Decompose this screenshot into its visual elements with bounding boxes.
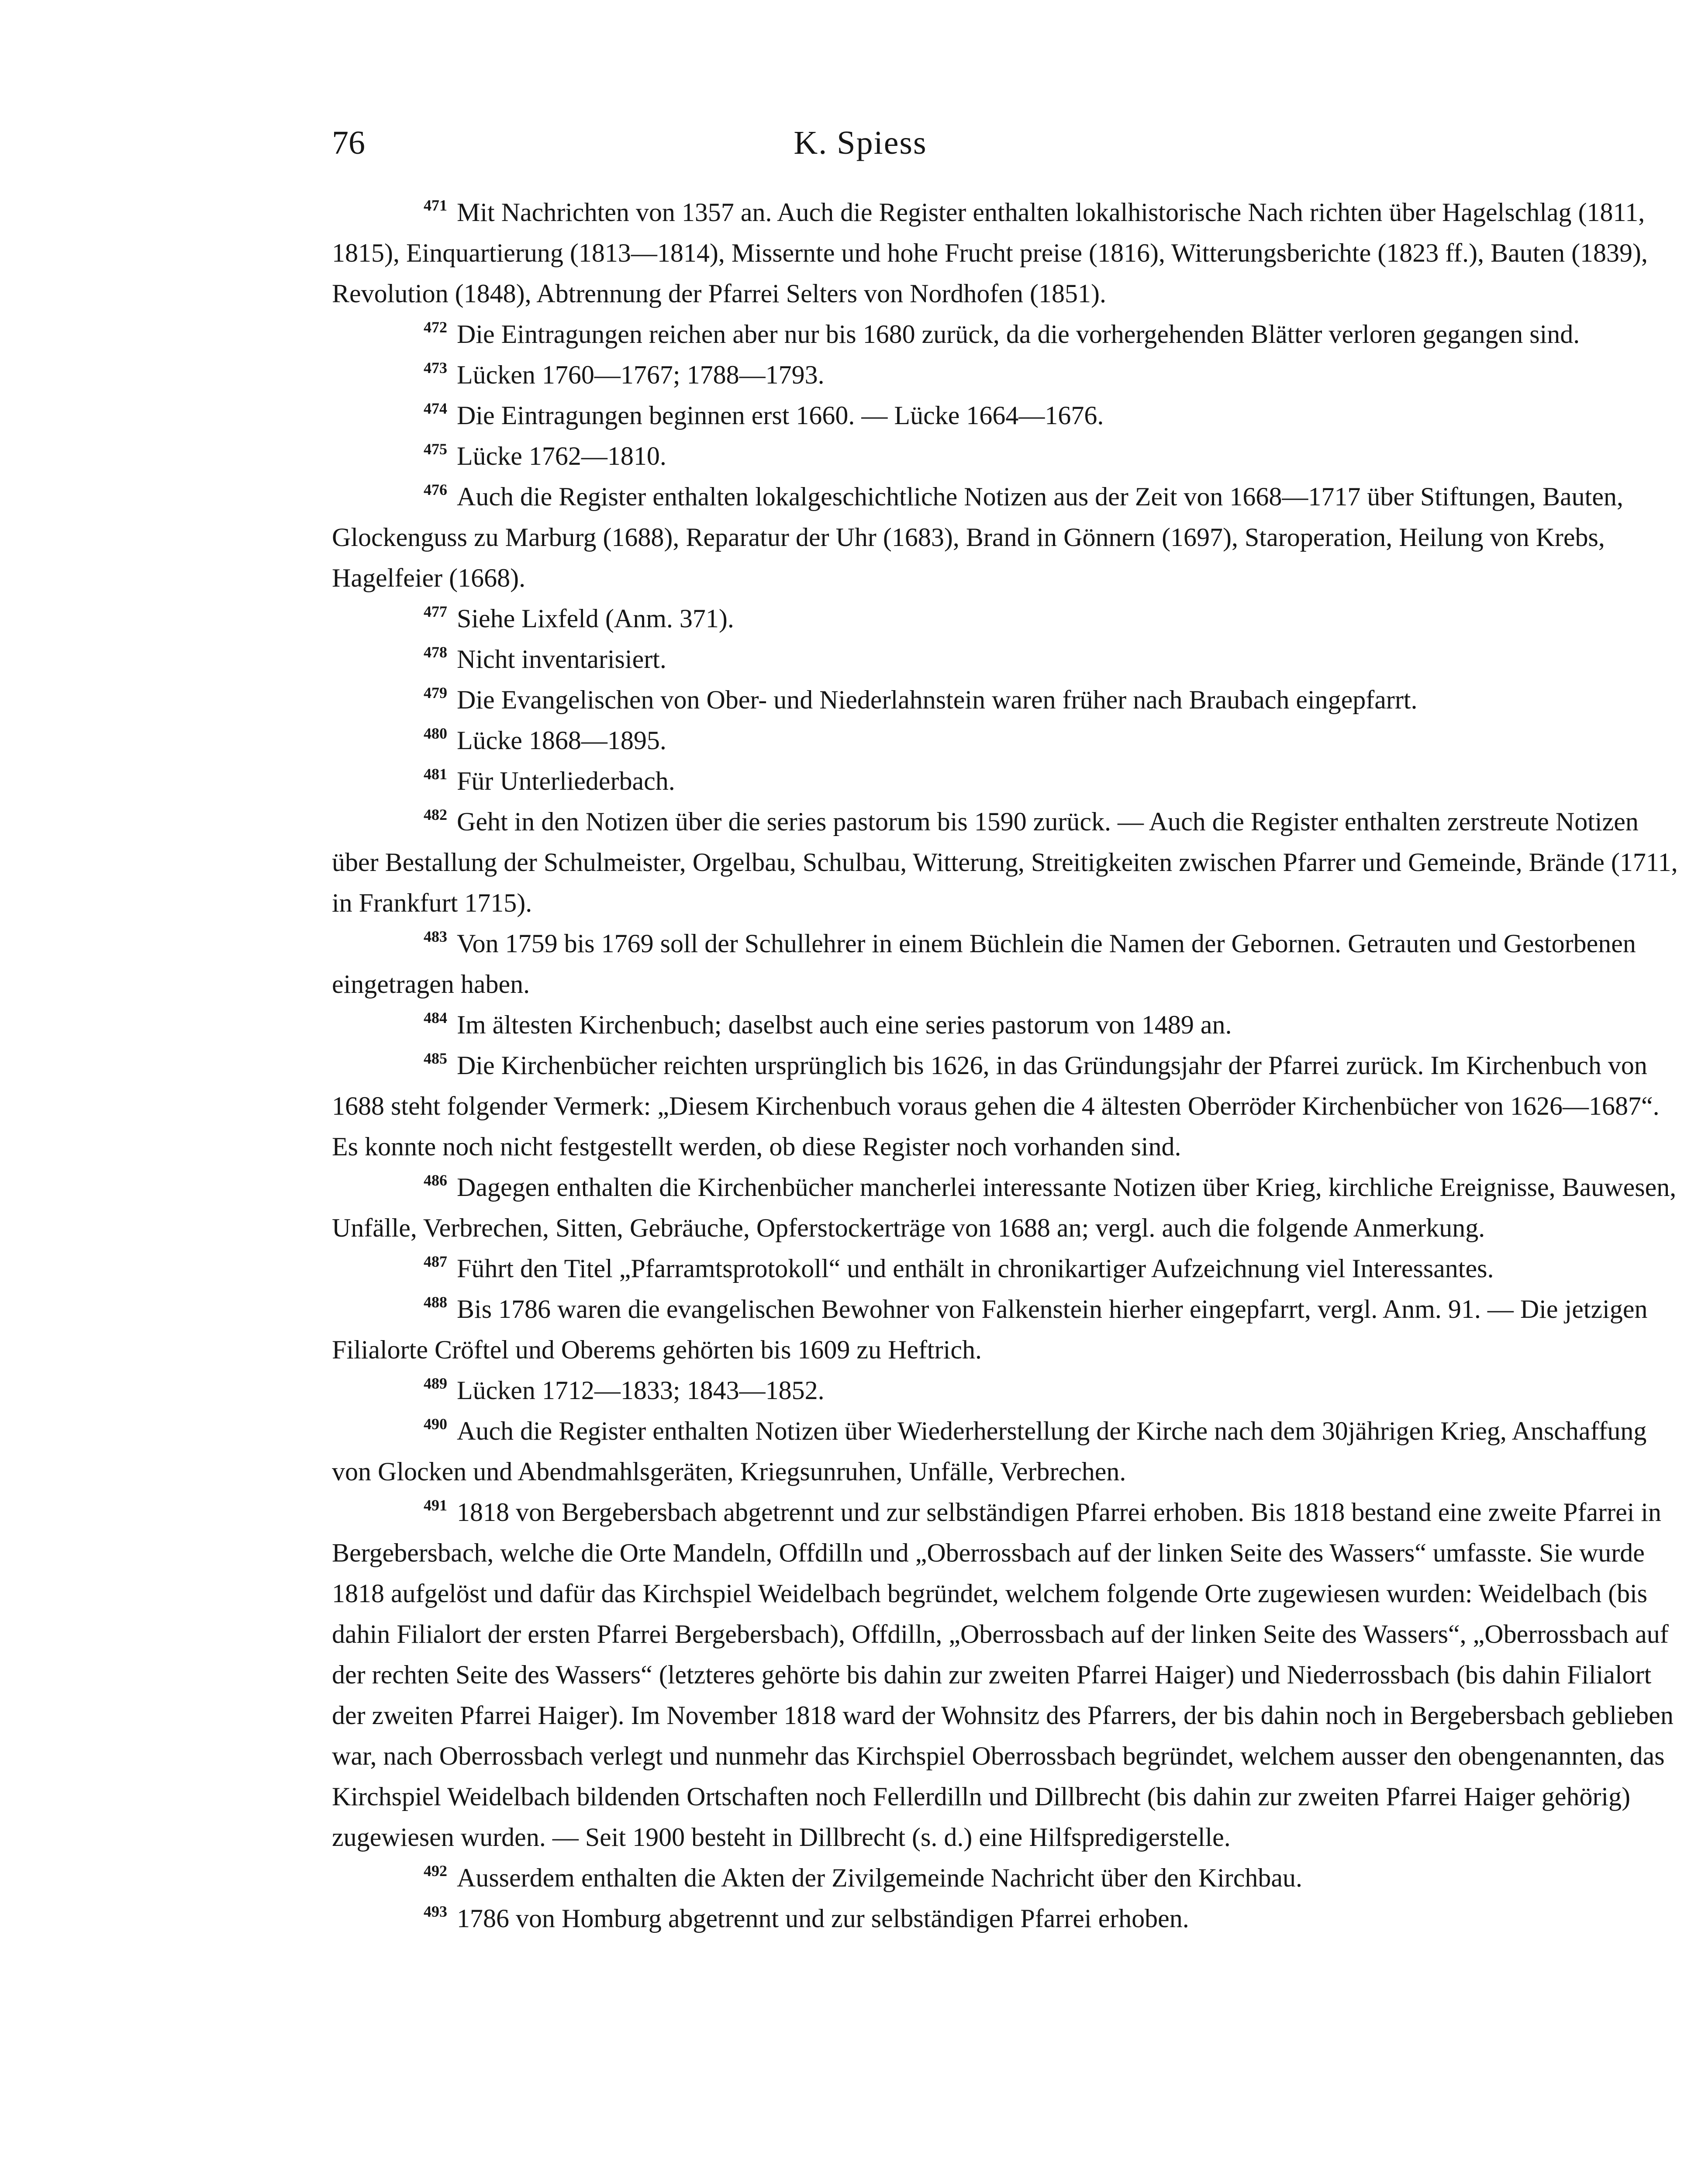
footnote-number: 471 [424,197,447,214]
footnote-number: 487 [424,1253,447,1270]
footnote-481 [332,761,1683,802]
footnote-number: 480 [424,725,447,742]
footnote-number: 484 [424,1009,447,1026]
footnote-482 [332,802,1683,923]
footnote-479 [332,680,1683,720]
footnotes [332,192,1683,1939]
footnote-text: Ausserdem enthalten die Akten der Zivilgemeinde Nachricht über den Kirchbau. [457,1863,1302,1892]
footnote-number: 477 [424,603,447,620]
footnote-493 [332,1898,1683,1939]
footnote-485 [332,1045,1683,1167]
footnote-487 [332,1248,1683,1289]
footnote-478 [332,639,1683,680]
footnote-text: Geht in den Notizen über die series pastorum bis 1590 zurück. — Auch die Register enthalten zerstreute Notizen über Bestallung der Schulmeister, Orgelbau, Schulbau, Witterung, Streitigkeiten zwischen Pfarrer und Gemeinde, Brände (1711, in Frankfurt 1715). [332,807,1678,917]
footnote-text: Auch die Register enthalten Notizen über Wiederherstellung der Kirche nach dem 30jährigen Krieg, Anschaffung von Glocken und Abendmahlsgeräten, Kriegsunruhen, Unfälle, Verbrechen. [332,1417,1647,1486]
footnote-number: 491 [424,1496,447,1514]
footnote-number: 485 [424,1050,447,1067]
footnote-text: Lücken 1712—1833; 1843—1852. [457,1376,825,1405]
footnote-number: 473 [424,359,447,377]
footnote-number: 488 [424,1293,447,1311]
footnote-number: 475 [424,440,447,458]
footnote-490 [332,1411,1683,1492]
page-header [332,114,1683,171]
footnote-number: 489 [424,1375,447,1392]
footnote-text: Lücken 1760—1767; 1788—1793. [457,360,825,389]
footnote-text: Die Eintragungen beginnen erst 1660. — Lücke 1664—1676. [457,401,1104,430]
footnote-number: 476 [424,481,447,498]
footnote-471 [332,192,1683,314]
footnote-text: Die Evangelischen von Ober- und Niederlahnstein waren früher nach Braubach eingepfarrt. [457,685,1418,714]
footnote-number: 482 [424,806,447,823]
footnote-473 [332,355,1683,395]
footnote-474 [332,395,1683,436]
footnote-number: 472 [424,318,447,336]
footnote-472 [332,314,1683,355]
footnote-number: 493 [424,1903,447,1920]
footnote-text: Führt den Titel „Pfarramtsprotokoll“ und enthält in chronikartiger Aufzeichnung viel Interessantes. [457,1254,1494,1283]
footnote-489 [332,1370,1683,1411]
footnote-number: 492 [424,1862,447,1880]
footnote-text: Auch die Register enthalten lokalgeschichtliche Notizen aus der Zeit von 1668—1717 über Stiftungen, Bauten, Glockenguss zu Marburg (1688), Reparatur der Uhr (1683), Brand in Gönnern (1697), Staroperation, Heilung von Krebs, Hagelfeier (1668). [332,482,1623,592]
footnote-486 [332,1167,1683,1248]
footnote-number: 490 [424,1415,447,1433]
footnote-text: 1818 von Bergebersbach abgetrennt und zur selbständigen Pfarrei erhoben. Bis 1818 bestand eine zweite Pfarrei in Bergebersbach, welche die Orte Mandeln, Offdilln und „Oberrossbach auf der linken Seite des Wassers“ umfasste. Sie wurde 1818 aufgelöst und dafür das Kirchspiel Weidelbach begründet, welchem folgende Orte zugewiesen wurden: Weidelbach (bis dahin Filialort der ersten Pfarrei Bergebersbach), Offdilln, „Oberrossbach auf der linken Seite des Wassers“, „Oberrossbach auf der rechten Seite des Wassers“ (letzteres gehörte bis dahin zur zweiten Pfarrei Haiger) und Niederrossbach (bis dahin Filialort der zweiten Pfarrei Haiger). Im November 1818 ward der Wohnsitz des Pfarrers, der bis dahin noch in Bergebersbach geblieben war, nach Oberrossbach verlegt und nunmehr das Kirchspiel Oberrossbach begründet, welchem ausser den obengenannten, das Kirchspiel Weidelbach bildenden Ortschaften noch Fellerdilln und Dillbrecht (bis dahin zur zweiten Pfarrei Haiger gehörig) zugewiesen wurden. — Seit 1900 besteht in Dillbrecht (s. d.) eine Hilfspredigerstelle. [332,1498,1674,1852]
footnote-number: 483 [424,928,447,945]
footnote-text: Von 1759 bis 1769 soll der Schullehrer in einem Büchlein die Namen der Gebornen. Getrauten und Gestorbenen eingetragen haben. [332,929,1636,999]
footnote-475 [332,436,1683,477]
running-head: K. Spiess [794,124,927,161]
footnote-text: Die Kirchenbücher reichten ursprünglich bis 1626, in das Gründungsjahr der Pfarrei zurück. Im Kirchenbuch von 1688 steht folgender Vermerk: „Diesem Kirchenbuch voraus gehen die 4 ältesten Oberröder Kirchenbücher von 1626—1687“. Es konnte noch nicht festgestellt werden, ob diese Register noch vorhanden sind. [332,1051,1660,1161]
footnote-483 [332,923,1683,1005]
footnote-text: Lücke 1762—1810. [457,442,666,470]
footnote-text: 1786 von Homburg abgetrennt und zur selbständigen Pfarrei erhoben. [457,1904,1189,1933]
footnote-484 [332,1005,1683,1045]
footnote-text: Bis 1786 waren die evangelischen Bewohner von Falkenstein hierher eingepfarrt, vergl. Anm. 91. — Die jetzigen Filialorte Cröftel und Oberems gehörten bis 1609 zu Heftrich. [332,1295,1648,1364]
footnote-476 [332,477,1683,598]
footnote-488 [332,1289,1683,1370]
footnote-text: Lücke 1868—1895. [457,726,666,755]
footnote-text: Siehe Lixfeld (Anm. 371). [457,604,734,633]
footnote-492 [332,1858,1683,1898]
footnote-text: Die Eintragungen reichen aber nur bis 1680 zurück, da die vorhergehenden Blätter verloren gegangen sind. [457,320,1580,349]
footnote-477 [332,598,1683,639]
footnote-text: Nicht inventarisiert. [457,645,666,674]
footnote-number: 486 [424,1171,447,1189]
footnote-491 [332,1492,1683,1858]
page-number: 76 [332,124,365,161]
footnote-text: Im ältesten Kirchenbuch; daselbst auch eine series pastorum von 1489 an. [457,1010,1232,1039]
footnote-480 [332,720,1683,761]
footnote-number: 474 [424,400,447,417]
footnote-number: 481 [424,765,447,783]
footnote-text: Mit Nachrichten von 1357 an. Auch die Register enthalten lokalhistorische Nach richten über Hagelschlag (1811, 1815), Einquartierung (1813—1814), Missernte und hohe Frucht preise (1816), Witterungsberichte (1823 ff.), Bauten (1839), Revolution (1848), Abtrennung der Pfarrei Selters von Nordhofen (1851). [332,198,1648,308]
footnote-number: 478 [424,643,447,661]
footnote-number: 479 [424,684,447,702]
footnote-text: Dagegen enthalten die Kirchenbücher mancherlei interessante Notizen über Krieg, kirchliche Ereignisse, Bauwesen, Unfälle, Verbrechen, Sitten, Gebräuche, Opferstockerträge von 1688 an; vergl. auch die folgende Anmerkung. [332,1173,1677,1242]
footnote-text: Für Unterliederbach. [457,767,675,795]
